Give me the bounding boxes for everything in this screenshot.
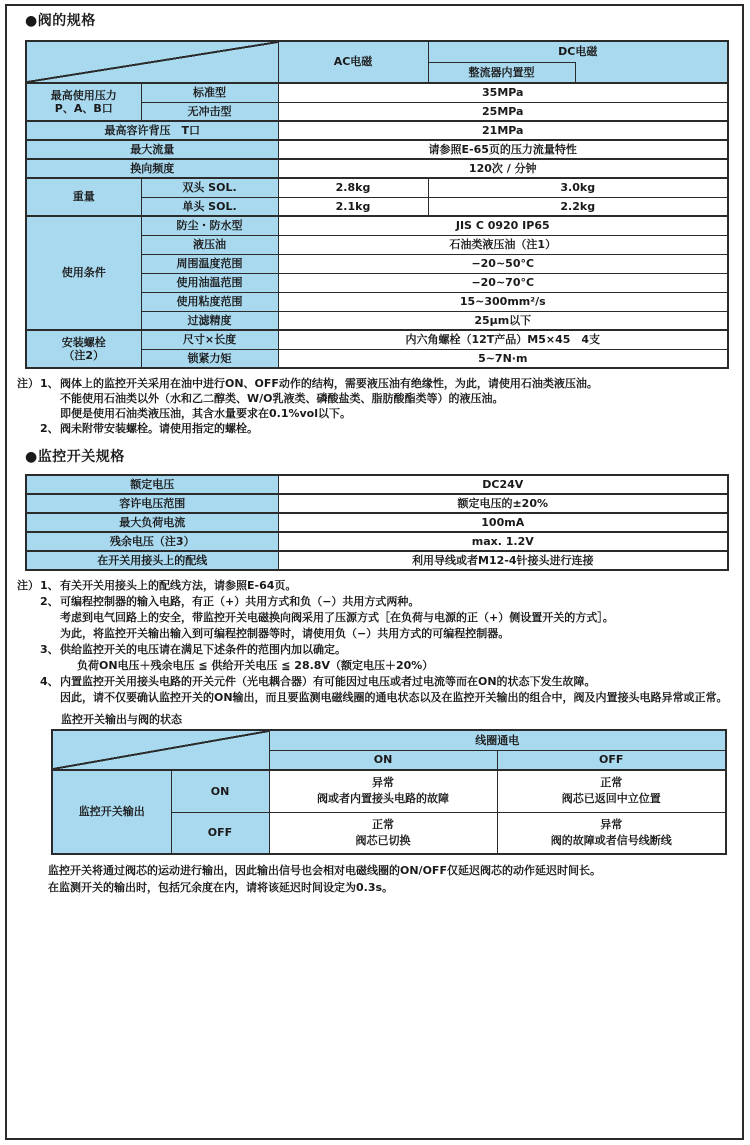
valve-note-line bbox=[17, 391, 735, 406]
row-label-max-pressure-line2: P、A、B口 bbox=[54, 102, 113, 115]
value-max-current: 100mA bbox=[278, 513, 728, 532]
value-ambient-temp: −20~50°C bbox=[278, 254, 728, 273]
valve-spec-table bbox=[25, 40, 729, 369]
value-shockless-pressure: 25MPa bbox=[278, 102, 728, 121]
valve-note-line bbox=[17, 406, 735, 421]
value-rated-voltage: DC24V bbox=[278, 475, 728, 494]
row-sublabel-output-off: OFF bbox=[171, 812, 269, 854]
valve-note-line bbox=[17, 421, 735, 436]
value-max-flow: 请参照E-65页的压力流量特性 bbox=[278, 140, 728, 159]
corner-diagonal-cell bbox=[26, 41, 278, 83]
row-sublabel-single-sol: 单头 SOL. bbox=[141, 197, 278, 216]
value-standard-pressure: 35MPa bbox=[278, 83, 728, 102]
switch-note-line bbox=[17, 610, 735, 626]
note-text: 因此，请不仅要确认监控开关的ON输出，而且要监测电磁线圈的通电状态以及在监控开关输出的组合中，阀及内置接头电路异常或正常。 bbox=[60, 691, 728, 704]
row-label-weight: 重量 bbox=[26, 178, 141, 216]
row-sublabel-double-sol: 双头 SOL. bbox=[141, 178, 278, 197]
page-content bbox=[17, 10, 735, 896]
cell-off-off bbox=[497, 812, 726, 854]
col-header-coil-off: OFF bbox=[497, 750, 726, 770]
status-text: 异常 bbox=[372, 776, 394, 790]
note-text: 考虑到电气回路上的安全，带监控开关电磁换向阀采用了压源方式［在负荷与电源的正（+）侧设置开关的方式］。 bbox=[60, 611, 614, 624]
value-weight-single-ac: 2.1kg bbox=[278, 197, 428, 216]
row-sublabel-bolt-size: 尺寸×长度 bbox=[141, 330, 278, 349]
row-label-residual-voltage: 残余电压（注3） bbox=[26, 532, 278, 551]
col-header-coil-power: 线圈通电 bbox=[269, 730, 726, 750]
row-label-connector-wiring: 在开关用接头上的配线 bbox=[26, 551, 278, 570]
row-label-voltage-range: 容许电压范围 bbox=[26, 494, 278, 513]
note-number: 2、 bbox=[40, 595, 59, 608]
col-header-coil-on: ON bbox=[269, 750, 497, 770]
cell-off-on bbox=[269, 812, 497, 854]
switch-note-line bbox=[17, 594, 735, 610]
status-desc: 阀芯已切换 bbox=[355, 833, 411, 847]
note-text: 内置监控开关用接头电路的开关元件（光电耦合器）有可能因过电压或者过电流等而在ON的状态下发生故障。 bbox=[60, 675, 596, 688]
note-text: 可编程控制器的输入电路，有正（+）共用方式和负（−）共用方式两种。 bbox=[60, 595, 420, 608]
value-weight-double-dc: 3.0kg bbox=[428, 178, 728, 197]
row-label-bolt bbox=[26, 330, 141, 368]
switch-note-line bbox=[17, 626, 735, 642]
row-label-max-flow: 最大流量 bbox=[26, 140, 278, 159]
note-text: 阀体上的监控开关采用在油中进行ON、OFF动作的结构，需要液压油有绝缘性，为此，请使用石油类液压油。 bbox=[60, 377, 598, 390]
row-sublabel-filtration: 过滤精度 bbox=[141, 311, 278, 330]
switch-note-line bbox=[17, 642, 735, 658]
switch-spec-table bbox=[25, 474, 729, 571]
row-sublabel-shockless: 无冲击型 bbox=[141, 102, 278, 121]
dc-header-spacer bbox=[575, 62, 728, 83]
status-desc: 阀或者内置接头电路的故障 bbox=[317, 792, 449, 806]
footer-note-line: 监控开关将通过阀芯的运动进行输出，因此输出信号也会相对电磁线圈的ON/OFF仅延迟阀芯的动作延迟时间长。 bbox=[48, 864, 601, 877]
row-sublabel-output-on: ON bbox=[171, 770, 269, 812]
value-weight-double-ac: 2.8kg bbox=[278, 178, 428, 197]
valve-note-line bbox=[17, 376, 735, 391]
row-sublabel-dustproof: 防尘・防水型 bbox=[141, 216, 278, 235]
footer-notes bbox=[48, 862, 735, 896]
switch-notes bbox=[17, 578, 735, 706]
note-mark: 注） bbox=[17, 377, 39, 390]
row-label-max-current: 最大负荷电流 bbox=[26, 513, 278, 532]
value-oil-temp: −20~70°C bbox=[278, 273, 728, 292]
value-back-pressure: 21MPa bbox=[278, 121, 728, 140]
row-sublabel-standard: 标准型 bbox=[141, 83, 278, 102]
note-mark: 注） bbox=[17, 579, 39, 592]
status-text: 异常 bbox=[600, 817, 623, 831]
row-sublabel-ambient-temp: 周围温度范围 bbox=[141, 254, 278, 273]
valve-notes bbox=[17, 376, 735, 436]
note-text: 为此，将监控开关输出输入到可编程控制器等时，请使用负（−）共用方式的可编程控制器。 bbox=[60, 627, 510, 640]
value-filtration: 25μm以下 bbox=[278, 311, 728, 330]
status-desc: 阀芯已返回中立位置 bbox=[561, 792, 661, 806]
row-label-back-pressure: 最高容许背压 T口 bbox=[26, 121, 278, 140]
note-text: 有关开关用接头上的配线方法，请参照E-64页。 bbox=[60, 579, 297, 592]
value-bolt-torque: 5~7N·m bbox=[278, 349, 728, 368]
row-sublabel-hydraulic-oil: 液压油 bbox=[141, 235, 278, 254]
switch-note-line bbox=[17, 690, 735, 706]
status-text: 正常 bbox=[600, 776, 623, 790]
value-voltage-range: 额定电压的±20% bbox=[278, 494, 728, 513]
switch-note-line bbox=[17, 674, 735, 690]
row-label-max-pressure-line1: 最高使用压力 bbox=[50, 88, 117, 102]
note-number: 4、 bbox=[40, 675, 59, 688]
row-sublabel-viscosity: 使用粘度范围 bbox=[141, 292, 278, 311]
note-number: 2、 bbox=[40, 422, 59, 435]
section-title-valve-spec: ●阀的规格 bbox=[25, 13, 96, 29]
note-number: 1、 bbox=[40, 377, 59, 390]
note-text: 供给监控开关的电压请在满足下述条件的范围内加以确定。 bbox=[60, 643, 346, 656]
value-connector-wiring: 利用导线或者M12-4针接头进行连接 bbox=[278, 551, 728, 570]
row-sublabel-bolt-torque: 锁紧力矩 bbox=[141, 349, 278, 368]
row-sublabel-oil-temp: 使用油温范围 bbox=[141, 273, 278, 292]
note-number: 3、 bbox=[40, 643, 59, 656]
value-frequency: 120次 / 分钟 bbox=[278, 159, 728, 178]
value-hydraulic-oil: 石油类液压油（注1） bbox=[278, 235, 728, 254]
corner-diagonal-cell bbox=[52, 730, 269, 770]
row-label-switch-output: 监控开关输出 bbox=[52, 770, 171, 854]
note-text: 即便是使用石油类液压油，其含水量要求在0.1%vol以下。 bbox=[60, 407, 352, 420]
section-title-switch-spec: ●监控开关规格 bbox=[25, 449, 125, 465]
status-table-caption: 监控开关输出与阀的状态 bbox=[61, 713, 182, 726]
value-residual-voltage: max. 1.2V bbox=[278, 532, 728, 551]
row-label-rated-voltage: 额定电压 bbox=[26, 475, 278, 494]
value-dustproof: JIS C 0920 IP65 bbox=[278, 216, 728, 235]
col-header-ac: AC电磁 bbox=[278, 41, 428, 83]
footer-note-line: 在监测开关的输出时，包括冗余度在内，请将该延迟时间设定为0.3s。 bbox=[48, 881, 394, 894]
switch-status-table bbox=[51, 729, 727, 855]
status-desc: 阀的故障或者信号线断线 bbox=[550, 833, 672, 847]
status-text: 正常 bbox=[372, 817, 394, 831]
switch-note-line bbox=[17, 578, 735, 594]
row-label-bolt-line2: （注2） bbox=[63, 349, 105, 362]
row-label-max-pressure bbox=[26, 83, 141, 121]
value-bolt-size: 内六角螺栓（12T产品）M5×45 4支 bbox=[278, 330, 728, 349]
row-label-bolt-line1: 安装螺栓 bbox=[61, 335, 106, 349]
col-header-dc-sub: 整流器内置型 bbox=[428, 62, 575, 83]
note-text: 负荷ON电压＋残余电压 ≦ 供给开关电压 ≦ 28.8V（额定电压＋20%） bbox=[77, 659, 434, 672]
note-text: 阀未附带安装螺栓。请使用指定的螺栓。 bbox=[60, 422, 258, 435]
note-text: 不能使用石油类以外（水和乙二醇类、W/O乳液类、磷酸盐类、脂肪酸酯类等）的液压油。 bbox=[60, 392, 504, 405]
col-header-dc: DC电磁 bbox=[428, 41, 728, 62]
note-number: 1、 bbox=[40, 579, 59, 592]
cell-on-on bbox=[269, 770, 497, 812]
value-viscosity: 15~300mm²/s bbox=[278, 292, 728, 311]
cell-on-off bbox=[497, 770, 726, 812]
switch-note-line bbox=[17, 658, 735, 674]
value-weight-single-dc: 2.2kg bbox=[428, 197, 728, 216]
row-label-conditions: 使用条件 bbox=[26, 216, 141, 330]
row-label-frequency: 换向频度 bbox=[26, 159, 278, 178]
